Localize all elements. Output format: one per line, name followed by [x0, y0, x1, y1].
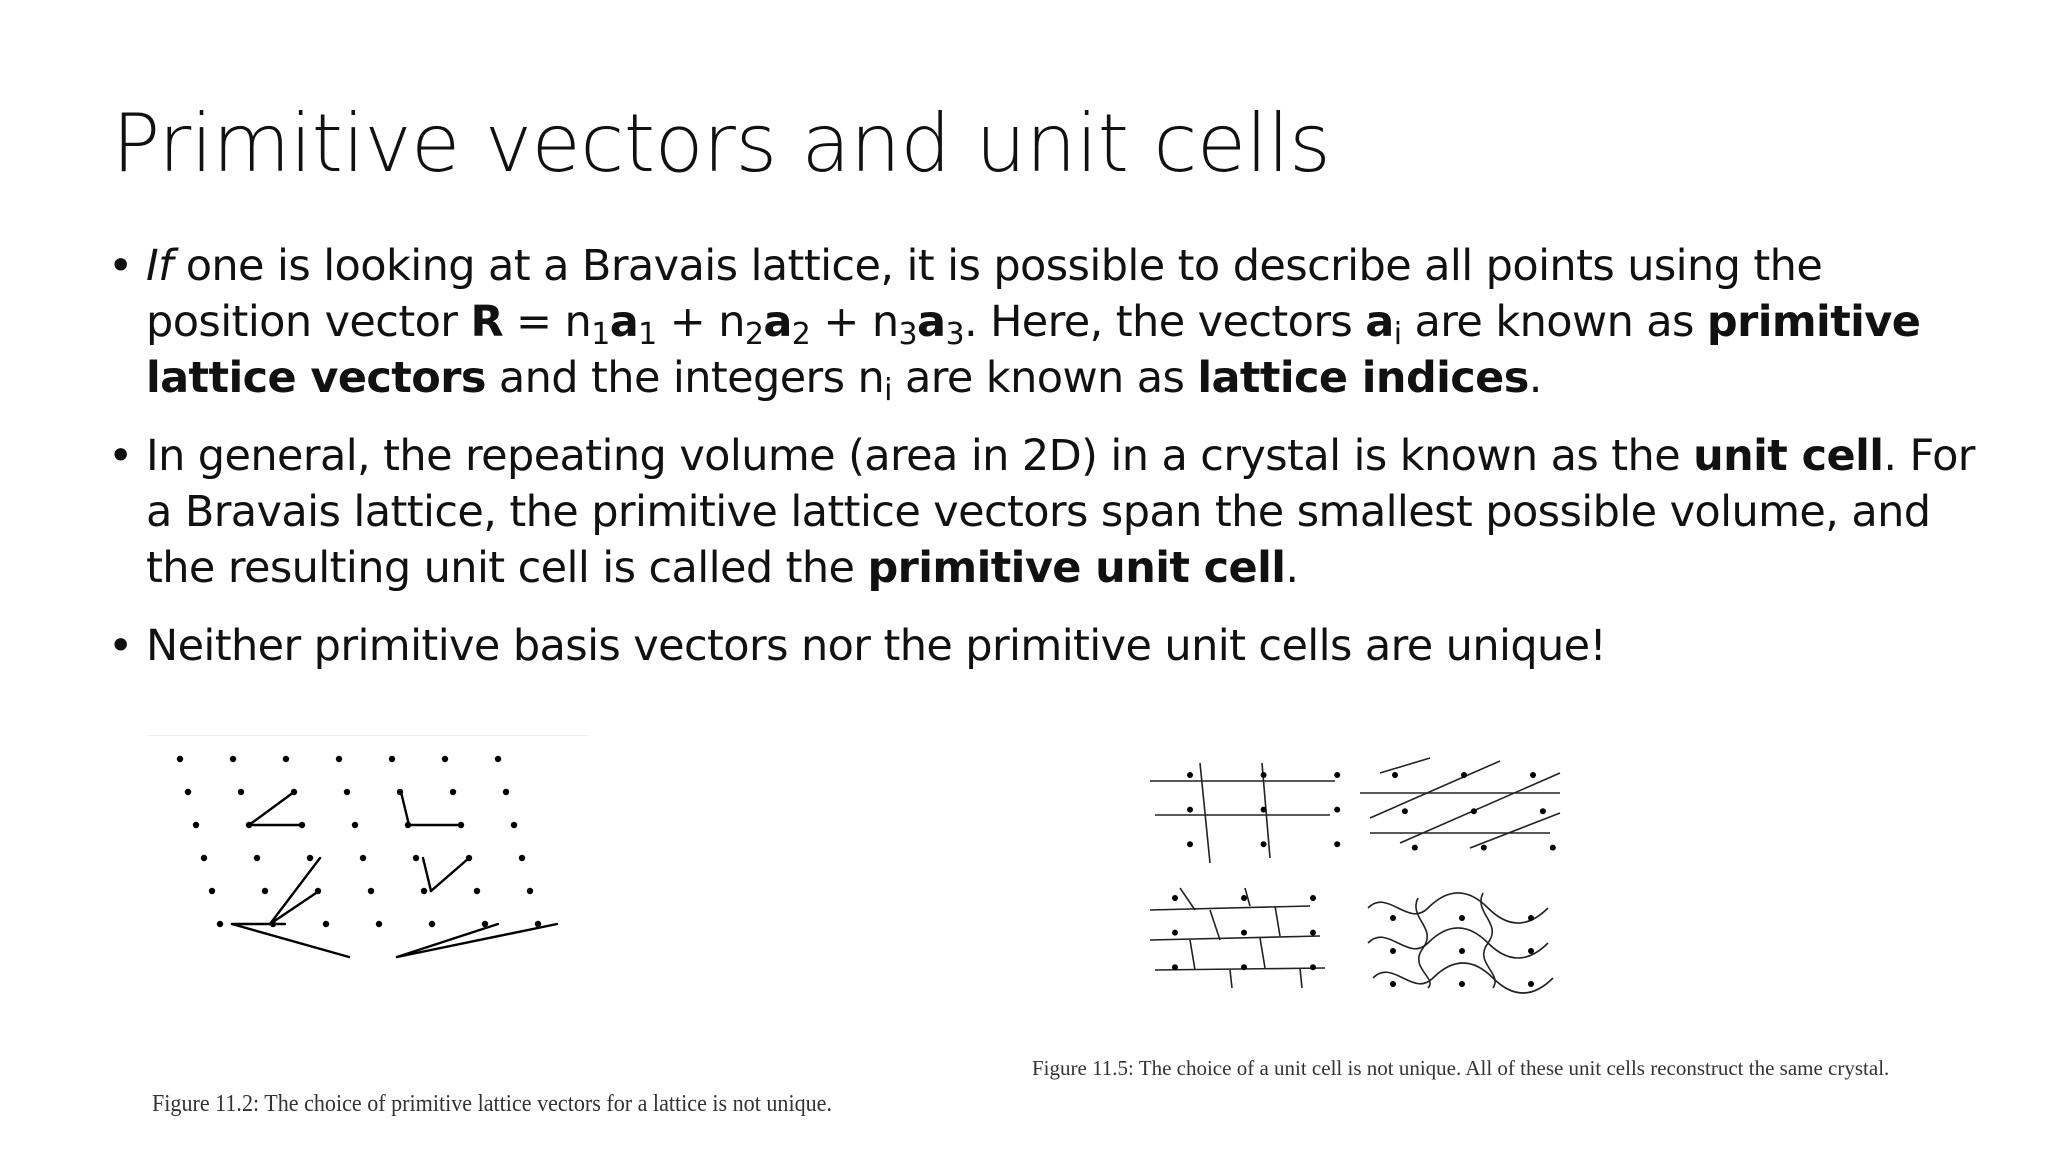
lattice-point [344, 789, 350, 795]
lattice-point [368, 888, 374, 894]
lattice-point [1172, 895, 1178, 901]
lattice-point [389, 756, 395, 762]
lattice-point [503, 789, 509, 795]
lattice-point [1261, 772, 1267, 778]
lattice-point [352, 822, 358, 828]
lattice-point [323, 921, 329, 927]
lattice-point [1261, 807, 1267, 813]
term-primitive-lattice-vectors: primitive lattice vectors [146, 297, 1921, 403]
figure-caption: Figure 11.2: The choice of primitive lattice vectors for a lattice is not unique. [152, 1091, 832, 1117]
lattice-point [1310, 964, 1316, 970]
lattice-point [1459, 981, 1465, 987]
lattice-point [1528, 915, 1534, 921]
lattice-point [1459, 948, 1465, 954]
bullet-item: • If one is looking at a Bravais lattice, it is possible to describe all points using the position vector $R = n_1a_1 + n_2a_2 + n_3a_3$. Here, the vectors $a_i$ are known as primitive lattice vectors and the integers $n_i$ are known as lattice indices. [108, 238, 1988, 406]
lattice-vector [232, 924, 349, 957]
lattice-point [495, 756, 501, 762]
lattice-point [1412, 845, 1418, 851]
lattice-point [1187, 807, 1193, 813]
cell-edge [1373, 963, 1553, 993]
lattice-point [238, 789, 244, 795]
lattice-vector [270, 891, 319, 924]
lattice-point [1528, 948, 1534, 954]
lattice-point [519, 855, 525, 861]
vector-R: R [470, 297, 503, 347]
lattice-point [1390, 981, 1396, 987]
lattice-point [1310, 930, 1316, 936]
lattice-point [1172, 964, 1178, 970]
term-lattice-indices: lattice indices [1197, 353, 1529, 403]
lattice-point [254, 855, 260, 861]
lattice-point [1334, 841, 1340, 847]
lattice-point [1530, 772, 1536, 778]
lattice-point [1402, 808, 1408, 814]
lattice-point [307, 855, 313, 861]
lattice-group [177, 756, 557, 957]
lattice-point [1187, 841, 1193, 847]
lattice-vectors-diagram [148, 735, 588, 985]
lattice-point [185, 789, 191, 795]
lattice-point [1334, 772, 1340, 778]
bullet-item: • Neither primitive basis vectors nor the primitive unit cells are unique! [108, 618, 1988, 674]
cell-edge [1275, 906, 1280, 936]
cell-edge [1368, 928, 1548, 958]
lattice-point [413, 855, 419, 861]
figure-unit-cells [1140, 748, 1580, 998]
lattice-point [429, 921, 435, 927]
lattice-vector [431, 858, 469, 891]
lattice-point [442, 756, 448, 762]
cell-edge [1380, 758, 1430, 773]
lattice-vector [401, 792, 409, 825]
cell-edge [1230, 970, 1232, 988]
lattice-point [193, 822, 199, 828]
lattice-point [376, 921, 382, 927]
lattice-point [1241, 930, 1247, 936]
lattice-point [1241, 895, 1247, 901]
cell-edge [1150, 936, 1320, 940]
figure-caption: Figure 11.5: The choice of a unit cell is not unique. All of these unit cells reconstruct the same crystal. [1032, 1056, 1890, 1080]
tiling-rectangular [1150, 763, 1340, 863]
cell-edge [1180, 888, 1195, 910]
lattice-point [217, 921, 223, 927]
cell-edge [1200, 763, 1210, 863]
lattice-point [511, 822, 517, 828]
lattice-point [474, 888, 480, 894]
lattice-point [421, 888, 427, 894]
lattice-point [1241, 964, 1247, 970]
term-unit-cell: unit cell [1693, 431, 1884, 481]
lattice-point [336, 756, 342, 762]
lattice-point [1172, 930, 1178, 936]
lattice-vector [397, 924, 557, 957]
italic-if: If [146, 241, 173, 291]
lattice-point [283, 756, 289, 762]
lattice-point [1481, 845, 1487, 851]
figure-lattice-vectors [148, 735, 588, 985]
lattice-point [360, 855, 366, 861]
tiling-wavy [1368, 893, 1553, 993]
lattice-point [1261, 841, 1267, 847]
lattice-point [177, 756, 183, 762]
lattice-point [262, 888, 268, 894]
lattice-point [482, 921, 488, 927]
lattice-vector [423, 858, 431, 891]
bullet-list [108, 238, 1988, 696]
tiling-slanted [1360, 758, 1560, 851]
lattice-point [1550, 845, 1556, 851]
lattice-point [1310, 895, 1316, 901]
lattice-point [1334, 807, 1340, 813]
cell-edge [1260, 938, 1265, 968]
lattice-point [450, 789, 456, 795]
slide-title: Primitive vectors and unit cells [112, 97, 1331, 190]
lattice-point [1461, 772, 1467, 778]
lattice-point [201, 855, 207, 861]
cell-edge [1210, 910, 1220, 940]
cell-edge [1470, 813, 1560, 848]
lattice-point [1528, 981, 1534, 987]
lattice-point [1459, 915, 1465, 921]
tiling-brick [1150, 888, 1325, 988]
term-primitive-unit-cell: primitive unit cell [867, 543, 1286, 593]
lattice-point [1390, 915, 1396, 921]
cell-edge [1190, 940, 1195, 970]
lattice-point [1187, 772, 1193, 778]
unit-cells-diagram [1140, 748, 1580, 998]
lattice-vector [270, 858, 320, 924]
bullet-item: • In general, the repeating volume (area in 2D) in a crystal is known as the unit cell. For a Bravais lattice, the primitive lattice vectors span the smallest possible volume, and the resulting unit cell is called the primitive unit cell. [108, 428, 1988, 596]
lattice-point [1392, 772, 1398, 778]
lattice-vector [249, 792, 294, 825]
lattice-point [1471, 808, 1477, 814]
lattice-point [1390, 948, 1396, 954]
cell-edge [1150, 906, 1310, 910]
lattice-point [527, 888, 533, 894]
lattice-point [209, 888, 215, 894]
lattice-point [1540, 808, 1546, 814]
cell-edge [1300, 968, 1302, 988]
lattice-point [230, 756, 236, 762]
